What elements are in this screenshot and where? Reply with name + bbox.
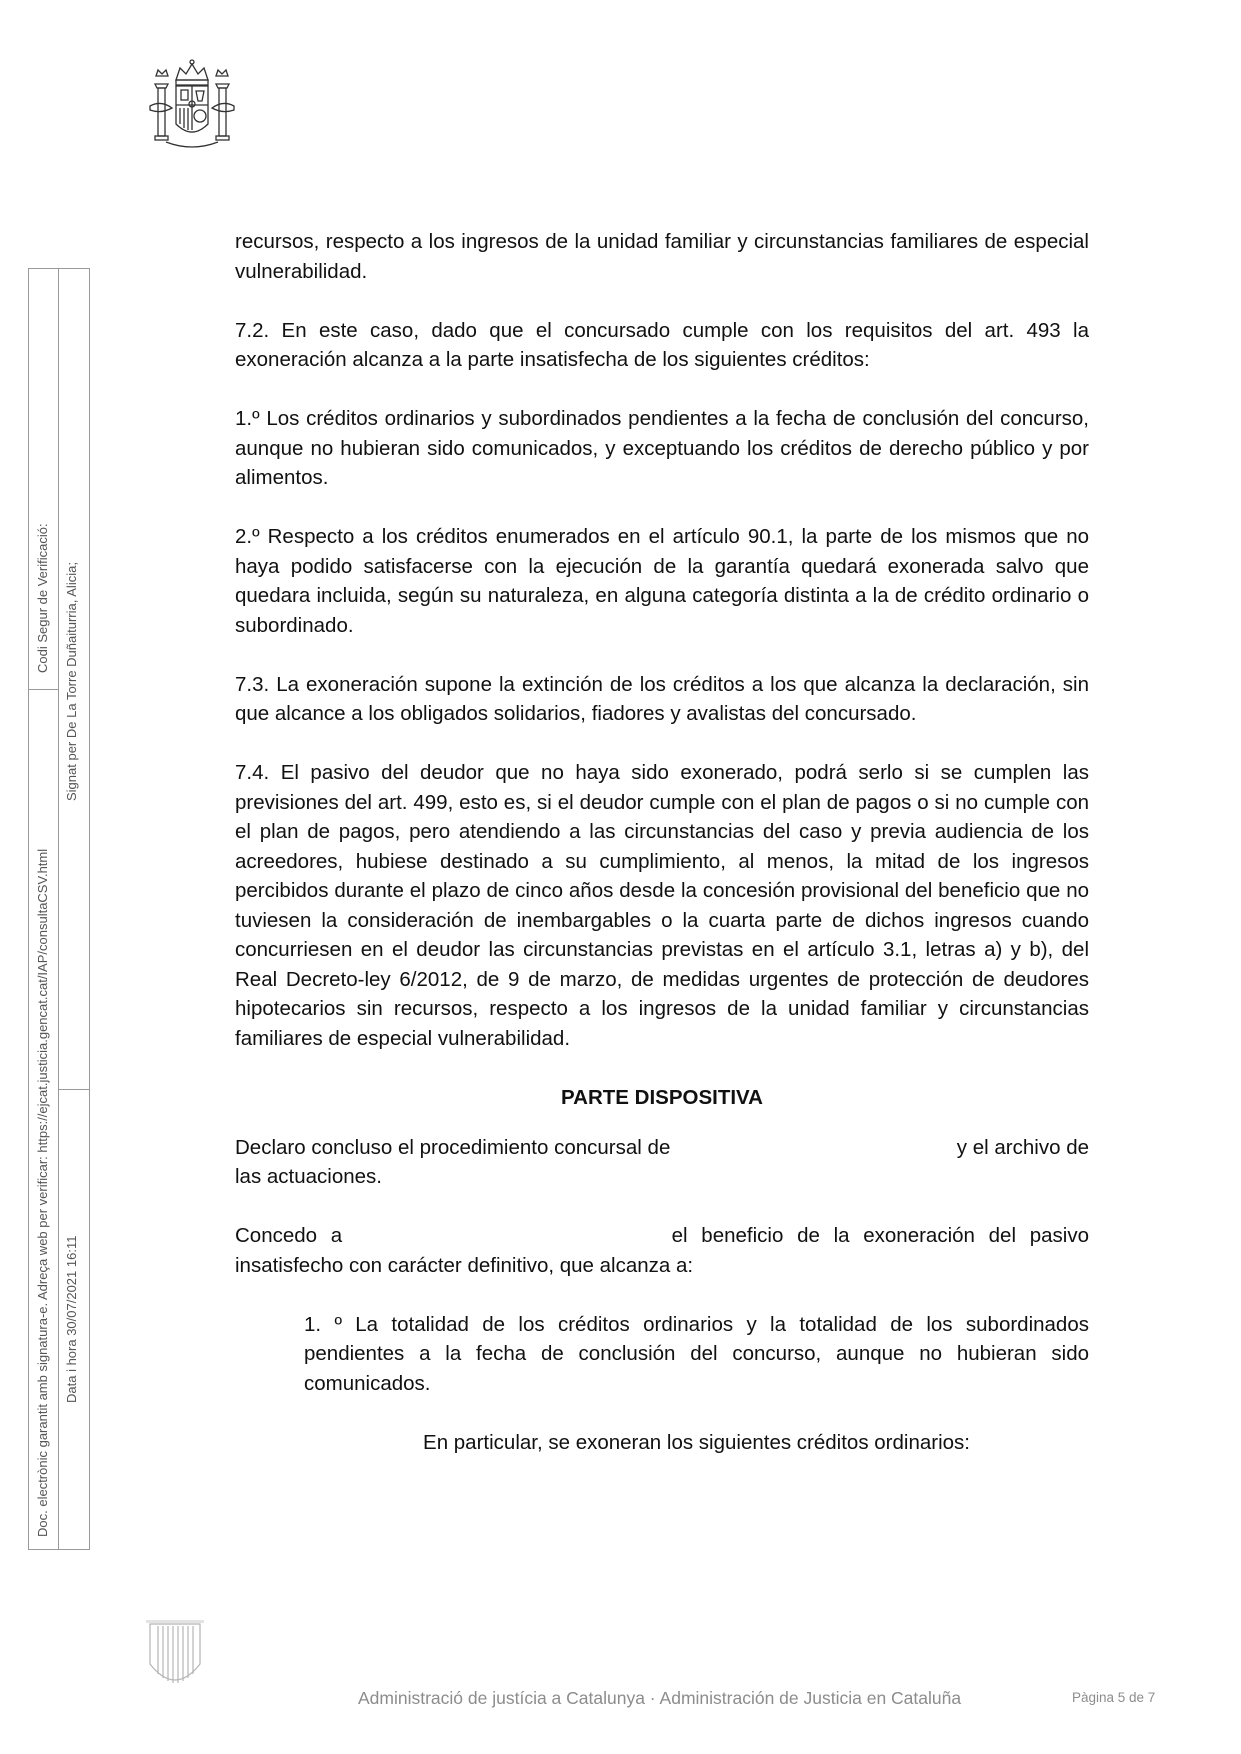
declaro-text-end: y el archivo de las actuaciones. <box>235 1135 1089 1188</box>
verification-stamp <box>28 268 90 1550</box>
paragraph-concedo <box>235 1221 1089 1280</box>
paragraph: recursos, respecto a los ingresos de la unidad familiar y circunstancias familiares de especial vulnerabilidad. <box>235 230 1089 283</box>
section-heading: PARTE DISPOSITIVA <box>561 1086 763 1109</box>
concedo-text-end: el beneficio de la exoneración del pasivo insatisfecho con carácter definitivo, que alcanza a: <box>235 1224 1089 1277</box>
list-item: 1. º La totalidad de los créditos ordinarios y la totalidad de los subordinados pendientes a la fecha de conclusión del concurso, aunque no hubieran sido comunicados. <box>304 1312 1089 1395</box>
footer-institution: Administració de justícia a Catalunya · Administración de Justicia en Cataluña <box>358 1688 962 1708</box>
paragraph-declaro <box>235 1133 1089 1192</box>
paragraph: 1.º Los créditos ordinarios y subordinados pendientes a la fecha de conclusión del concurso, aunque no hubieran sido comunicados, y exceptuando los créditos de derecho público y por alimentos. <box>235 407 1089 489</box>
paragraph: 7.2. En este caso, dado que el concursado cumple con los requisitos del art. 493 la exoneración alcanza a la parte insatisfecha de los siguientes créditos: <box>235 318 1089 371</box>
page-number: Pàgina 5 de 7 <box>1072 1690 1156 1705</box>
stamp-csv-label: Codi Segur de Verificació: <box>35 523 50 673</box>
paragraph: 2.º Respecto a los créditos enumerados en el artículo 90.1, la parte de los mismos que no haya podido satisfacerse con la ejecución de la garantía quedará exonerada salvo que quedara incluida, según su naturaleza, en alguna categoría distinta a la de crédito ordinario o subordinado. <box>235 525 1089 637</box>
paragraph: 7.4. El pasivo del deudor que no haya sido exonerado, podrá serlo si se cumplen las previsiones del art. 499, esto es, si el deudor cumple con el plan de pagos o si no cumple con el plan de pagos, pero atendiendo a las circunstancias del caso y previa audiencia de los acreedores, hubiese destinado a su cumplimiento, al menos, la mitad de los ingresos percibidos durante el plazo de cinco años desde la concesión provisional del beneficio que no tuviesen la consideración de inembargables o la cuarta parte de dichos ingresos cuando concurriesen en el deudor las circunstancias previstas en el artículo 3.1, letras a) y b), del Real Decreto-ley 6/2012, de 9 de marzo, de medidas urgentes de protección de deudores hipotecarios sin recursos, respecto a los ingresos de la unidad familiar y circunstancias familiares de especial vulnerabilidad. <box>235 761 1089 1050</box>
catalan-senyera-emblem <box>146 1620 204 1690</box>
document-body <box>235 227 1089 1487</box>
stamp-signed-by: Signat per De La Torre Duñaiturria, Alicia; <box>64 562 79 801</box>
stamp-doc-text: Doc. electrònic garantit amb signatura-e. Adreça web per verificar: https://ejcat.justicia.gencat.cat/IAP/consultaCSV.html <box>35 848 50 1537</box>
paragraph: En particular, se exoneran los siguientes créditos ordinarios: <box>423 1430 970 1454</box>
spanish-coat-of-arms <box>146 58 238 154</box>
stamp-date: Data i hora 30/07/2021 16:11 <box>64 1235 79 1403</box>
concedo-text-start: Concedo a <box>235 1224 343 1247</box>
declaro-text-start: Declaro concluso el procedimiento concursal de <box>235 1135 671 1159</box>
paragraph: 7.3. La exoneración supone la extinción de los créditos a los que alcanza la declaración, sin que alcance a los obligados solidarios, fiadores y avalistas del concursado. <box>235 672 1089 725</box>
